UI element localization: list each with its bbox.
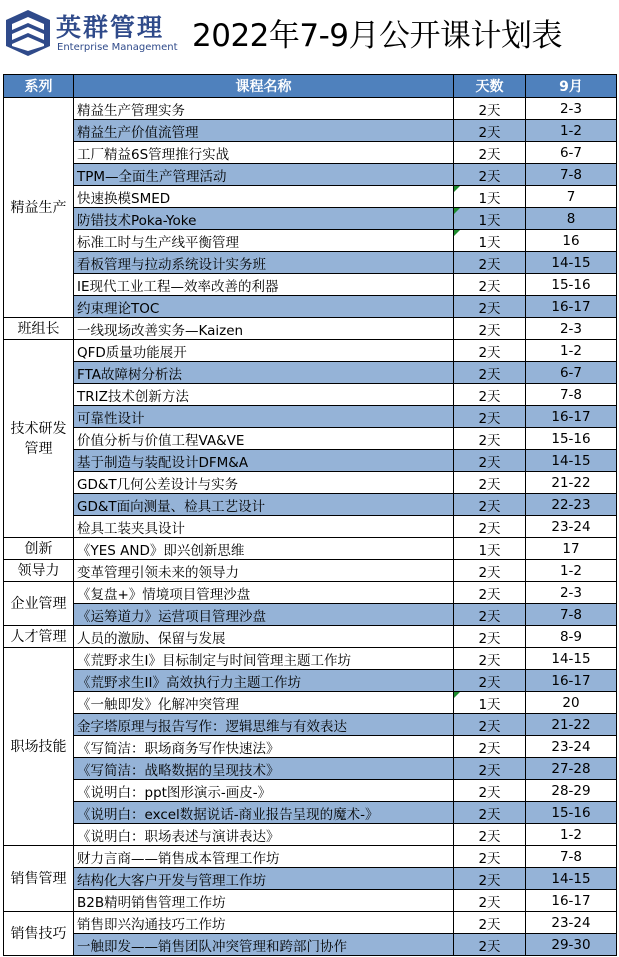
course-name-cell: 检具工装夹具设计: [74, 516, 454, 538]
days-cell: 2天: [454, 318, 526, 340]
date-cell: 20: [526, 692, 617, 714]
table-row: [4, 692, 617, 714]
series-cell: 创新: [4, 538, 74, 560]
date-cell: 21-22: [526, 472, 617, 494]
course-name-cell: IE现代工业工程—效率改善的利器: [74, 274, 454, 296]
days-cell: 2天: [454, 868, 526, 890]
days-cell: 2天: [454, 274, 526, 296]
course-name-cell: GD&T几何公差设计与实务: [74, 472, 454, 494]
logo-name-cn: 英群管理: [56, 13, 165, 42]
course-name-cell: 《说明白：ppt图形演示-画皮-》: [74, 780, 454, 802]
table-row: [4, 560, 617, 582]
date-cell: 16-17: [526, 670, 617, 692]
course-name-cell: 标准工时与生产线平衡管理: [74, 230, 454, 252]
course-name-cell: GD&T面向测量、检具工艺设计: [74, 494, 454, 516]
date-cell: 14-15: [526, 648, 617, 670]
table-row: [4, 252, 617, 274]
days-cell: 1天: [454, 692, 526, 714]
date-cell: 16-17: [526, 296, 617, 318]
date-cell: 1-2: [526, 824, 617, 846]
days-cell: 2天: [454, 582, 526, 604]
course-name-cell: 《说明白：excel数据说话-商业报告呈现的魔术-》: [74, 802, 454, 824]
table-row: [4, 604, 617, 626]
course-name-cell: 一线现场改善实务—Kaizen: [74, 318, 454, 340]
course-name-cell: 结构化大客户开发与管理工作坊: [74, 868, 454, 890]
days-cell: 2天: [454, 846, 526, 868]
table-row: [4, 582, 617, 604]
schedule-table: [3, 74, 617, 956]
days-cell: 2天: [454, 296, 526, 318]
course-name-cell: 一触即发——销售团队冲突管理和跨部门协作: [74, 934, 454, 956]
table-row: [4, 846, 617, 868]
days-cell: 2天: [454, 626, 526, 648]
date-cell: 6-7: [526, 142, 617, 164]
days-cell: 2天: [454, 98, 526, 120]
table-row: [4, 516, 617, 538]
days-cell: 2天: [454, 340, 526, 362]
table-row: [4, 758, 617, 780]
series-cell: 销售技巧: [4, 912, 74, 956]
date-cell: 8-9: [526, 626, 617, 648]
logo-icon: [4, 8, 52, 58]
course-name-cell: 变革管理引领未来的领导力: [74, 560, 454, 582]
date-cell: 7: [526, 186, 617, 208]
series-cell: 人才管理: [4, 626, 74, 648]
days-cell: 2天: [454, 912, 526, 934]
course-name-cell: B2B精明销售管理工作坊: [74, 890, 454, 912]
table-row: [4, 934, 617, 956]
logo-name-en: Enterprise Management: [57, 42, 178, 53]
series-cell: 班组长: [4, 318, 74, 340]
days-cell: 2天: [454, 604, 526, 626]
table-row: [4, 736, 617, 758]
days-cell: 2天: [454, 120, 526, 142]
course-name-cell: 精益生产价值流管理: [74, 120, 454, 142]
days-cell: 2天: [454, 802, 526, 824]
days-cell: 2天: [454, 384, 526, 406]
table-row: [4, 230, 617, 252]
days-cell: 1天: [454, 538, 526, 560]
date-cell: 2-3: [526, 582, 617, 604]
days-cell: 2天: [454, 362, 526, 384]
days-cell: 2天: [454, 934, 526, 956]
date-cell: 7-8: [526, 604, 617, 626]
table-row: [4, 824, 617, 846]
course-name-cell: 《荒野求生II》高效执行力主题工作坊: [74, 670, 454, 692]
days-cell: 1天: [454, 230, 526, 252]
course-name-cell: 销售即兴沟通技巧工作坊: [74, 912, 454, 934]
course-name-cell: 基于制造与装配设计DFM&A: [74, 450, 454, 472]
date-cell: 28-29: [526, 780, 617, 802]
date-cell: 1-2: [526, 120, 617, 142]
course-name-cell: 《荒野求生I》目标制定与时间管理主题工作坊: [74, 648, 454, 670]
date-cell: 16-17: [526, 890, 617, 912]
course-name-cell: 《运筹道力》运营项目管理沙盘: [74, 604, 454, 626]
course-name-cell: 快速换模SMED: [74, 186, 454, 208]
course-name-cell: 《写简洁：战略数据的呈现技术》: [74, 758, 454, 780]
company-logo: [4, 6, 178, 64]
column-header-days: 天数: [454, 75, 526, 98]
date-cell: 2-3: [526, 318, 617, 340]
date-cell: 7-8: [526, 164, 617, 186]
date-cell: 15-16: [526, 274, 617, 296]
date-cell: 7-8: [526, 384, 617, 406]
date-cell: 23-24: [526, 736, 617, 758]
table-header-row: [4, 75, 617, 98]
series-cell: 销售管理: [4, 846, 74, 912]
course-name-cell: 人员的激励、保留与发展: [74, 626, 454, 648]
date-cell: 14-15: [526, 450, 617, 472]
table-row: [4, 626, 617, 648]
days-cell: 2天: [454, 472, 526, 494]
course-name-cell: 《写简洁：职场商务写作快速法》: [74, 736, 454, 758]
table-body: [4, 98, 617, 956]
table-row: [4, 362, 617, 384]
days-cell: 2天: [454, 648, 526, 670]
course-name-cell: 财力言商——销售成本管理工作坊: [74, 846, 454, 868]
table-row: [4, 120, 617, 142]
course-name-cell: QFD质量功能展开: [74, 340, 454, 362]
table-row: [4, 494, 617, 516]
course-name-cell: 《复盘+》情境项目管理沙盘: [74, 582, 454, 604]
table-row: [4, 714, 617, 736]
days-cell: 1天: [454, 208, 526, 230]
date-cell: 14-15: [526, 252, 617, 274]
table-row: [4, 450, 617, 472]
series-cell: 企业管理: [4, 582, 74, 626]
table-row: [4, 912, 617, 934]
days-cell: 2天: [454, 252, 526, 274]
table-row: [4, 164, 617, 186]
days-cell: 2天: [454, 714, 526, 736]
table-row: [4, 648, 617, 670]
series-cell: 职场技能: [4, 648, 74, 846]
date-cell: 16: [526, 230, 617, 252]
table-row: [4, 384, 617, 406]
column-header-series: 系列: [4, 75, 74, 98]
date-cell: 23-24: [526, 912, 617, 934]
days-cell: 2天: [454, 670, 526, 692]
date-cell: 22-23: [526, 494, 617, 516]
days-cell: 2天: [454, 406, 526, 428]
date-cell: 15-16: [526, 428, 617, 450]
table-row: [4, 296, 617, 318]
table-row: [4, 98, 617, 120]
date-cell: 14-15: [526, 868, 617, 890]
date-cell: 29-30: [526, 934, 617, 956]
days-cell: 2天: [454, 428, 526, 450]
table-row: [4, 208, 617, 230]
date-cell: 16-17: [526, 406, 617, 428]
table-row: [4, 868, 617, 890]
series-cell: 技术研发管理: [4, 340, 74, 538]
course-name-cell: 价值分析与价值工程VA&VE: [74, 428, 454, 450]
table-row: [4, 780, 617, 802]
column-header-september: 9月: [526, 75, 617, 98]
days-cell: 2天: [454, 450, 526, 472]
date-cell: 1-2: [526, 340, 617, 362]
days-cell: 2天: [454, 736, 526, 758]
days-cell: 1天: [454, 186, 526, 208]
days-cell: 2天: [454, 824, 526, 846]
course-name-cell: 《一触即发》化解冲突管理: [74, 692, 454, 714]
days-cell: 2天: [454, 142, 526, 164]
days-cell: 2天: [454, 516, 526, 538]
table-row: [4, 340, 617, 362]
table-row: [4, 142, 617, 164]
table-row: [4, 186, 617, 208]
date-cell: 6-7: [526, 362, 617, 384]
days-cell: 2天: [454, 890, 526, 912]
course-name-cell: TRIZ技术创新方法: [74, 384, 454, 406]
table-row: [4, 318, 617, 340]
course-name-cell: 可靠性设计: [74, 406, 454, 428]
table-row: [4, 428, 617, 450]
course-name-cell: FTA故障树分析法: [74, 362, 454, 384]
date-cell: 23-24: [526, 516, 617, 538]
date-cell: 17: [526, 538, 617, 560]
course-name-cell: TPM—全面生产管理活动: [74, 164, 454, 186]
course-name-cell: 工厂精益6S管理推行实战: [74, 142, 454, 164]
series-cell: 精益生产: [4, 98, 74, 318]
table-row: [4, 406, 617, 428]
course-name-cell: 精益生产管理实务: [74, 98, 454, 120]
table-row: [4, 274, 617, 296]
date-cell: 27-28: [526, 758, 617, 780]
date-cell: 7-8: [526, 846, 617, 868]
days-cell: 2天: [454, 164, 526, 186]
column-header-course: 课程名称: [74, 75, 454, 98]
course-name-cell: 防错技术Poka-Yoke: [74, 208, 454, 230]
date-cell: 2-3: [526, 98, 617, 120]
date-cell: 15-16: [526, 802, 617, 824]
course-name-cell: 约束理论TOC: [74, 296, 454, 318]
header: [0, 0, 619, 74]
date-cell: 1-2: [526, 560, 617, 582]
days-cell: 2天: [454, 560, 526, 582]
page-title: 2022年7-9月公开课计划表: [192, 18, 563, 54]
days-cell: 2天: [454, 494, 526, 516]
series-cell: 领导力: [4, 560, 74, 582]
course-name-cell: 看板管理与拉动系统设计实务班: [74, 252, 454, 274]
table-row: [4, 472, 617, 494]
date-cell: 8: [526, 208, 617, 230]
table-row: [4, 890, 617, 912]
course-name-cell: 《YES AND》即兴创新思维: [74, 538, 454, 560]
table-row: [4, 802, 617, 824]
table-row: [4, 538, 617, 560]
days-cell: 2天: [454, 780, 526, 802]
days-cell: 2天: [454, 758, 526, 780]
course-name-cell: 金字塔原理与报告写作：逻辑思维与有效表达: [74, 714, 454, 736]
date-cell: 21-22: [526, 714, 617, 736]
course-name-cell: 《说明白：职场表述与演讲表达》: [74, 824, 454, 846]
table-row: [4, 670, 617, 692]
